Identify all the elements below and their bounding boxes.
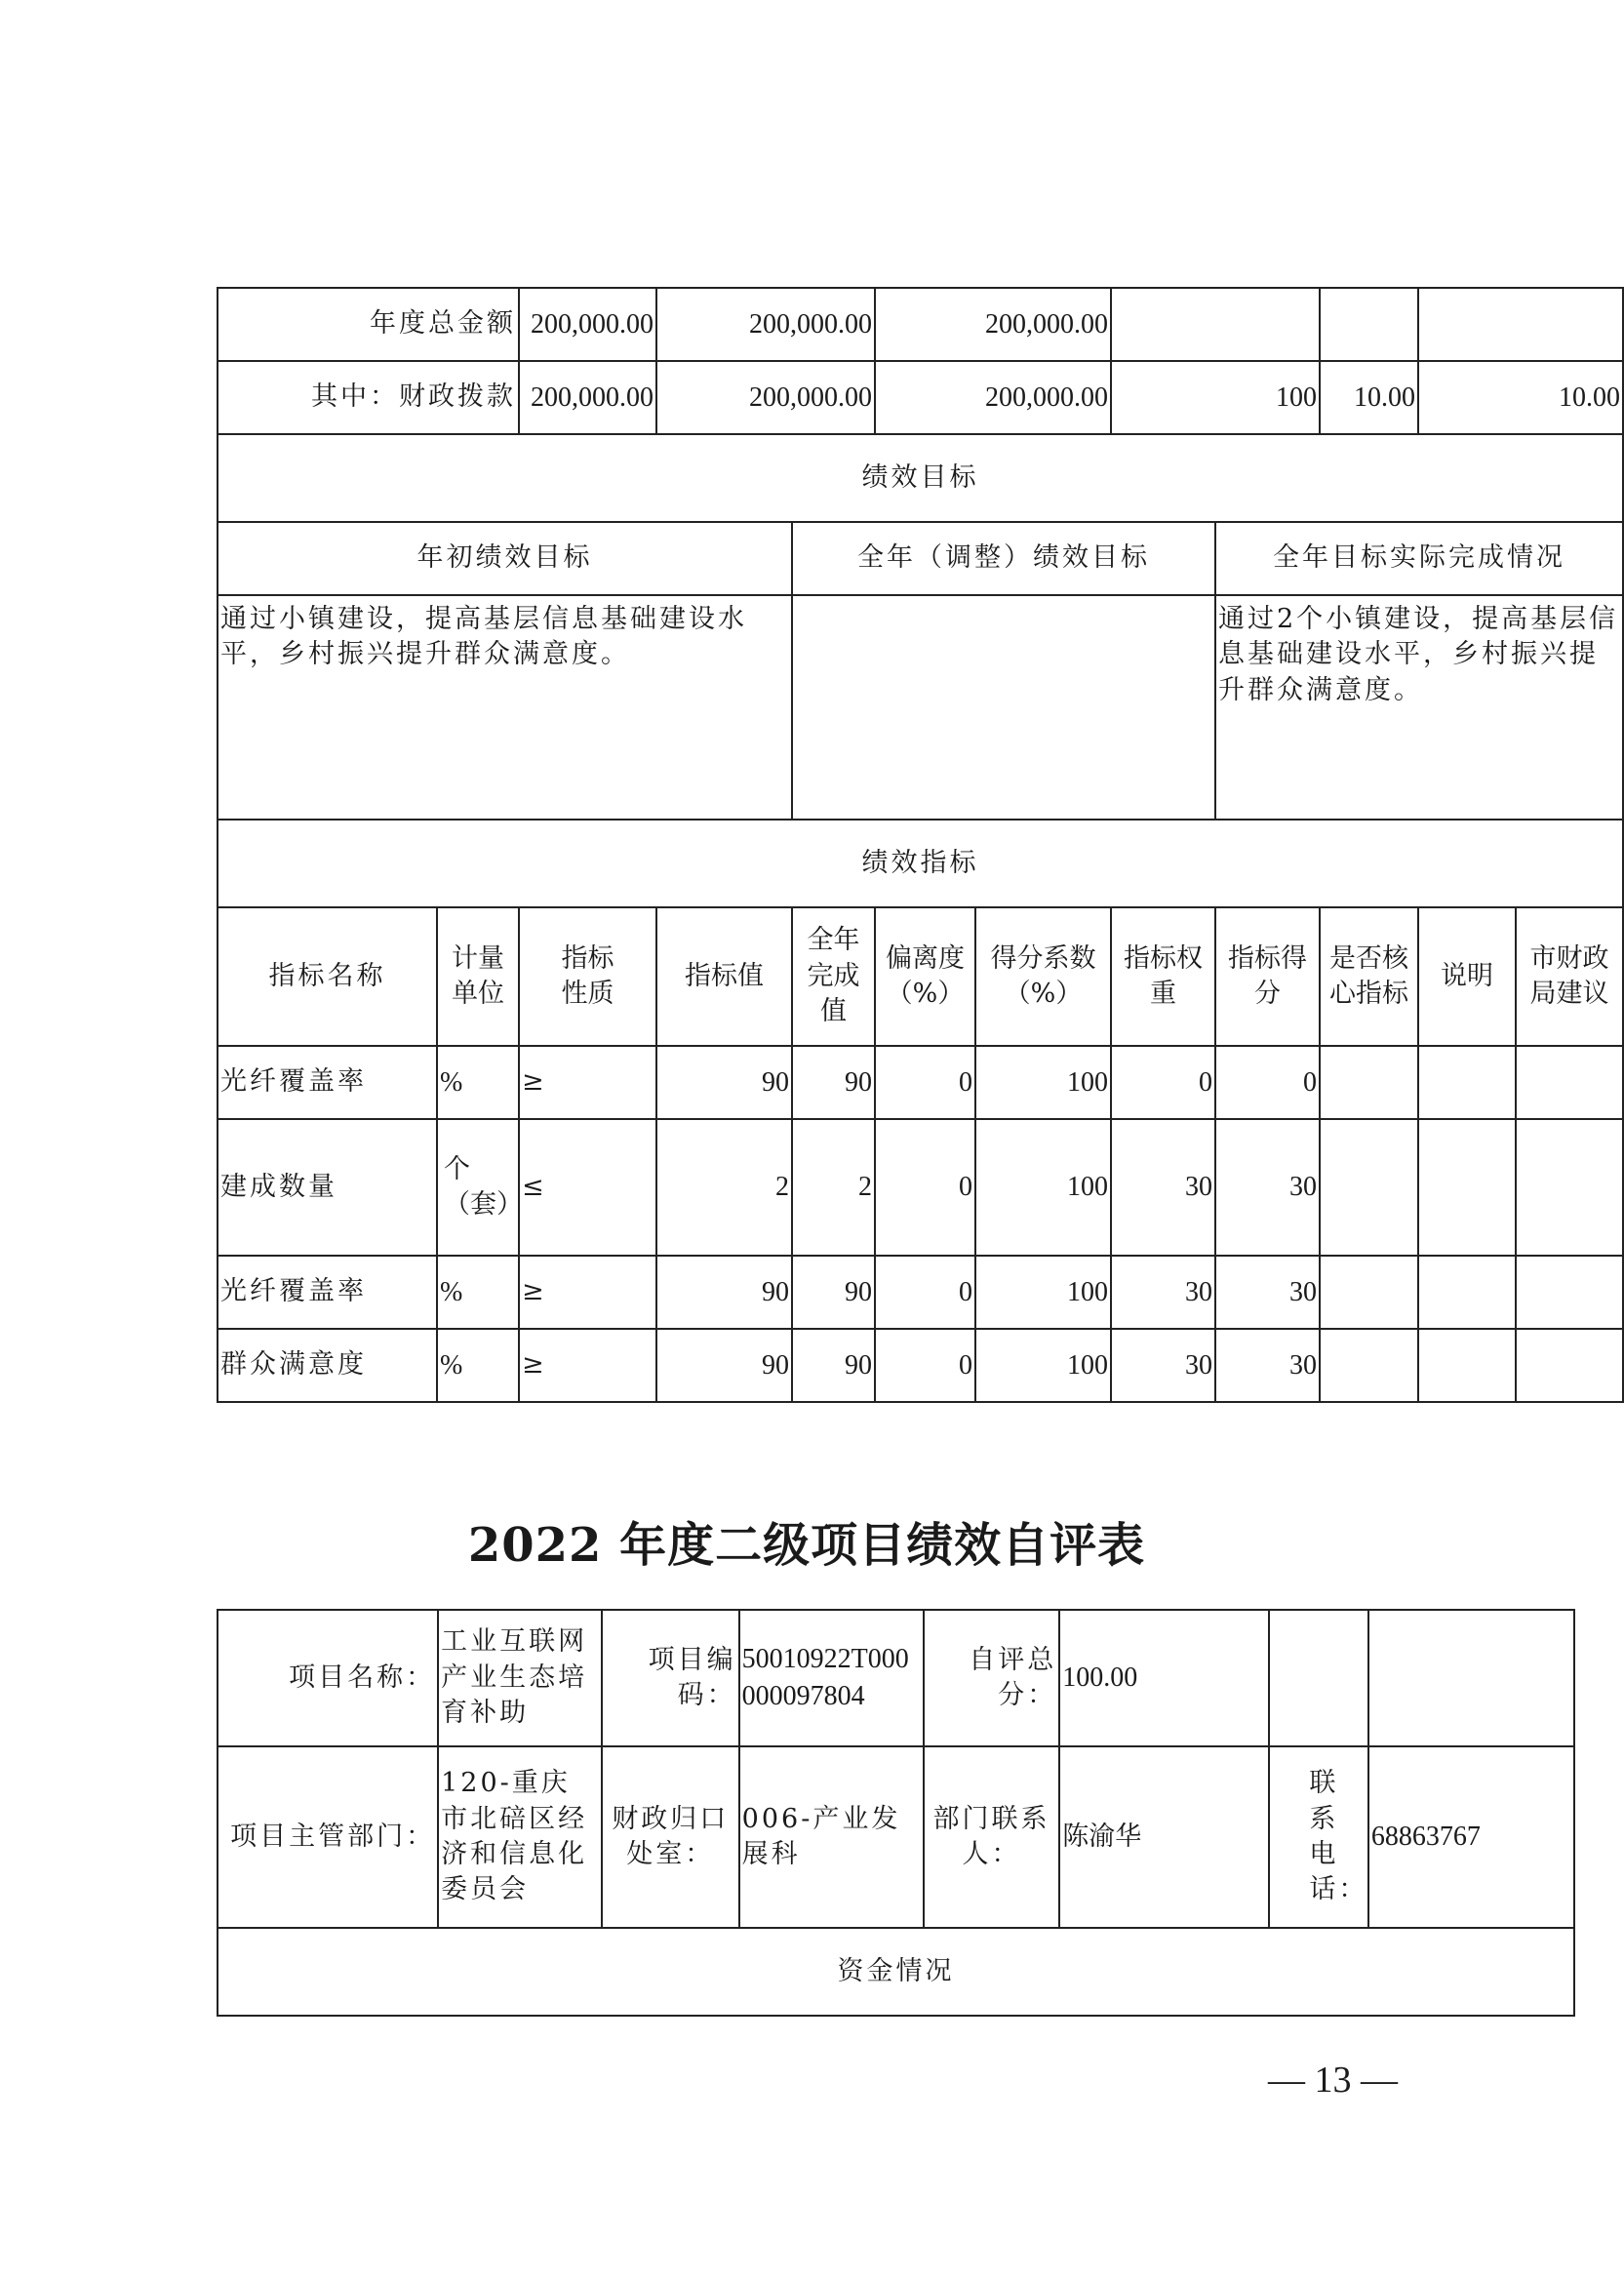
funds-label: 其中：财政拨款 xyxy=(218,361,519,434)
indicator-score: 30 xyxy=(1215,1329,1320,1402)
funds-value: 10.00 xyxy=(1320,361,1418,434)
form-title: 2022 年度二级项目绩效自评表 xyxy=(467,1518,1146,1573)
indicator-nature: ≥ xyxy=(519,1256,656,1329)
table-row xyxy=(218,1256,1623,1329)
goals-adjusted-text xyxy=(792,595,1215,820)
indicator-deviation: 0 xyxy=(875,1119,975,1256)
funds-value: 100 xyxy=(1111,361,1320,434)
project-code-label: 项目编码： xyxy=(602,1610,739,1746)
performance-table xyxy=(217,287,1624,1403)
indicator-deviation: 0 xyxy=(875,1329,975,1402)
goals-initial-text: 通过小镇建设，提高基层信息基础建设水平，乡村振兴提升群众满意度。 xyxy=(218,595,792,820)
dept-label: 项目主管部门： xyxy=(218,1746,438,1928)
indicator-name: 群众满意度 xyxy=(218,1329,437,1402)
indicator-note xyxy=(1418,1256,1516,1329)
indicator-coef: 100 xyxy=(975,1046,1111,1119)
header-cell: 全年完成值 xyxy=(792,907,875,1046)
indicator-unit: % xyxy=(437,1256,519,1329)
project-info-table xyxy=(217,1609,1575,2017)
indicators-header-row xyxy=(218,907,1623,1046)
indicator-weight: 30 xyxy=(1111,1329,1215,1402)
indicator-nature: ≥ xyxy=(519,1046,656,1119)
indicators-section-title: 绩效指标 xyxy=(218,820,1623,907)
project-name: 工业互联网产业生态培育补助 xyxy=(438,1610,602,1746)
phone: 68863767 xyxy=(1368,1746,1574,1928)
indicator-nature: ≤ xyxy=(519,1119,656,1256)
indicator-note xyxy=(1418,1329,1516,1402)
goals-actual-text: 通过2个小镇建设，提高基层信息基础建设水平，乡村振兴提升群众满意度。 xyxy=(1215,595,1623,820)
indicator-weight: 30 xyxy=(1111,1256,1215,1329)
funds-label: 年度总金额 xyxy=(218,288,519,361)
indicator-name: 建成数量 xyxy=(218,1119,437,1256)
funds-value xyxy=(1418,288,1623,361)
header-cell: 指标值 xyxy=(656,907,792,1046)
funds-value xyxy=(1320,288,1418,361)
indicator-score: 30 xyxy=(1215,1119,1320,1256)
funds-value: 200,000.00 xyxy=(656,288,875,361)
funds-value xyxy=(1111,288,1320,361)
indicator-weight: 0 xyxy=(1111,1046,1215,1119)
indicator-core xyxy=(1320,1119,1418,1256)
indicator-core xyxy=(1320,1046,1418,1119)
funds-value: 200,000.00 xyxy=(519,361,656,434)
indicator-deviation: 0 xyxy=(875,1046,975,1119)
contact-label: 部门联系人： xyxy=(924,1746,1060,1928)
funds-value: 10.00 xyxy=(1418,361,1623,434)
indicator-coef: 100 xyxy=(975,1119,1111,1256)
dept: 120-重庆市北碚区经济和信息化委员会 xyxy=(438,1746,602,1928)
indicator-actual: 90 xyxy=(792,1329,875,1402)
project-code: 50010922T000000097804 xyxy=(739,1610,924,1746)
indicator-actual: 90 xyxy=(792,1046,875,1119)
indicator-coef: 100 xyxy=(975,1329,1111,1402)
funds-section-title: 资金情况 xyxy=(218,1928,1574,2016)
indicator-note xyxy=(1418,1119,1516,1256)
funds-row-fiscal xyxy=(218,361,1623,434)
indicator-score: 0 xyxy=(1215,1046,1320,1119)
header-cell: 指标权重 xyxy=(1111,907,1215,1046)
contact: 陈渝华 xyxy=(1059,1746,1269,1928)
self-score: 100.00 xyxy=(1059,1610,1269,1746)
header-cell: 指标得分 xyxy=(1215,907,1320,1046)
page-number: — 13 — xyxy=(1268,2060,1398,2101)
goals-col-actual: 全年目标实际完成情况 xyxy=(1215,522,1623,595)
indicator-core xyxy=(1320,1256,1418,1329)
indicator-deviation: 0 xyxy=(875,1256,975,1329)
finance-office: 006-产业发展科 xyxy=(739,1746,924,1928)
indicator-score: 30 xyxy=(1215,1256,1320,1329)
funds-value: 200,000.00 xyxy=(875,288,1111,361)
table-row xyxy=(218,1046,1623,1119)
indicator-advice xyxy=(1516,1119,1623,1256)
phone-label: 联系电话： xyxy=(1269,1746,1368,1928)
indicator-target: 90 xyxy=(656,1329,792,1402)
project-name-label: 项目名称： xyxy=(218,1610,438,1746)
header-cell: 指标性质 xyxy=(519,907,656,1046)
header-cell: 计量单位 xyxy=(437,907,519,1046)
indicator-advice xyxy=(1516,1046,1623,1119)
table-row xyxy=(218,1329,1623,1402)
header-cell: 得分系数（%） xyxy=(975,907,1111,1046)
header-cell: 市财政局建议 xyxy=(1516,907,1623,1046)
indicator-target: 2 xyxy=(656,1119,792,1256)
indicator-actual: 2 xyxy=(792,1119,875,1256)
indicator-actual: 90 xyxy=(792,1256,875,1329)
indicator-unit: 个（套） xyxy=(437,1119,519,1256)
indicator-name: 光纤覆盖率 xyxy=(218,1046,437,1119)
header-cell: 偏离度（%） xyxy=(875,907,975,1046)
indicator-advice xyxy=(1516,1329,1623,1402)
indicator-target: 90 xyxy=(656,1256,792,1329)
header-cell: 指标名称 xyxy=(218,907,437,1046)
indicator-weight: 30 xyxy=(1111,1119,1215,1256)
funds-row-total xyxy=(218,288,1623,361)
funds-value: 200,000.00 xyxy=(519,288,656,361)
table-row xyxy=(218,1119,1623,1256)
indicator-unit: % xyxy=(437,1046,519,1119)
header-cell: 说明 xyxy=(1418,907,1516,1046)
indicator-name: 光纤覆盖率 xyxy=(218,1256,437,1329)
funds-value: 200,000.00 xyxy=(656,361,875,434)
indicator-advice xyxy=(1516,1256,1623,1329)
self-score-label: 自评总分： xyxy=(924,1610,1060,1746)
indicator-nature: ≥ xyxy=(519,1329,656,1402)
indicator-note xyxy=(1418,1046,1516,1119)
goals-col-initial: 年初绩效目标 xyxy=(218,522,792,595)
finance-office-label: 财政归口处室： xyxy=(602,1746,739,1928)
header-cell: 是否核心指标 xyxy=(1320,907,1418,1046)
indicator-core xyxy=(1320,1329,1418,1402)
indicator-unit: % xyxy=(437,1329,519,1402)
indicator-target: 90 xyxy=(656,1046,792,1119)
indicator-coef: 100 xyxy=(975,1256,1111,1329)
goals-section-title: 绩效目标 xyxy=(218,434,1623,522)
funds-value: 200,000.00 xyxy=(875,361,1111,434)
goals-col-adjusted: 全年（调整）绩效目标 xyxy=(792,522,1215,595)
